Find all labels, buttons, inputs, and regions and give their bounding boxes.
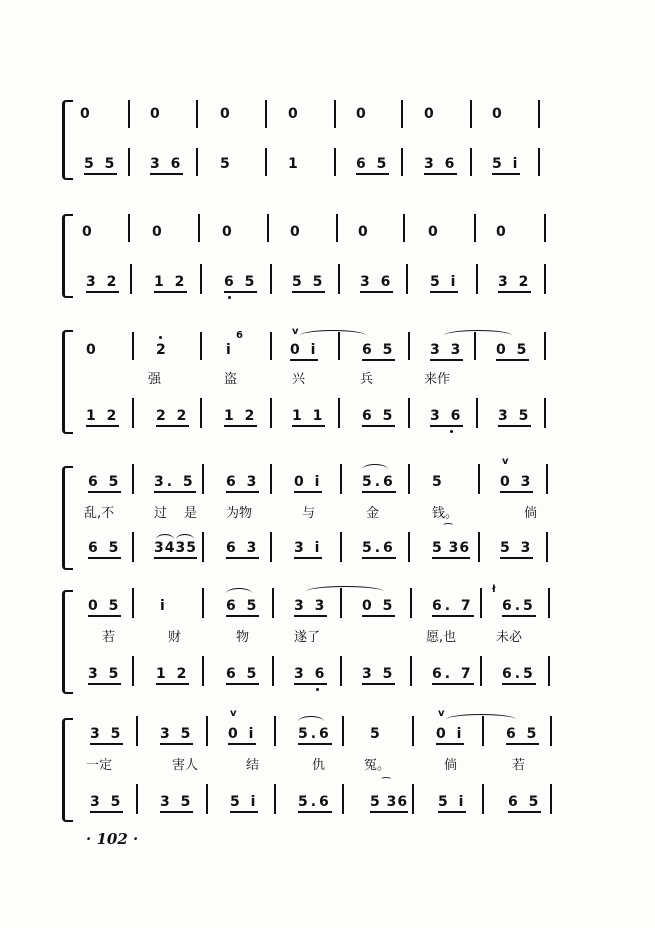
barline [206, 784, 208, 814]
upper-note-5: 6 5 [362, 342, 395, 361]
upper-note-4: 0 i [294, 474, 322, 493]
barline [267, 214, 269, 242]
barline [202, 532, 204, 562]
barline [265, 100, 267, 128]
barline [403, 214, 405, 242]
barline [132, 398, 134, 428]
barline [408, 332, 410, 360]
barline [200, 398, 202, 428]
barline [408, 532, 410, 562]
lyric: 财 [168, 630, 182, 645]
upper-note-1: 3 5 [90, 726, 123, 745]
lower-note-5: 6 5 [356, 156, 389, 175]
upper-note-7: 6.5 [502, 598, 536, 617]
barline [342, 784, 344, 814]
upper-note-7: 6 5 [506, 726, 539, 745]
system-brace [62, 590, 73, 694]
lower-note-7: 3 5 [498, 408, 531, 427]
upper-note-1: 0 [86, 342, 99, 358]
lower-note-5: 5.6 [362, 540, 396, 559]
barline [196, 148, 198, 176]
lower-note-6: 5 i [438, 794, 466, 813]
lower-note-5: 3 6 [360, 274, 393, 293]
upper-note-1: 0 5 [88, 598, 121, 617]
lower-note-3: 1 2 [224, 408, 257, 427]
lower-note-6: 5 i [430, 274, 458, 293]
barline [265, 148, 267, 176]
lyric: 强 [148, 372, 162, 387]
low-octave-dot [450, 430, 453, 433]
barline [202, 588, 204, 618]
barline [202, 464, 204, 494]
upper-note-3: i [226, 342, 234, 358]
upper-note-1: 0 [82, 224, 95, 240]
lower-note-7: 3 2 [498, 274, 531, 293]
barline [132, 532, 134, 562]
barline [338, 398, 340, 428]
lower-note-3: 5 [220, 156, 233, 172]
barline [128, 214, 130, 242]
barline [274, 716, 276, 746]
grace-note: 6 [236, 330, 243, 341]
barline [401, 148, 403, 176]
lower-note-1: 3 5 [88, 666, 121, 685]
breath-mark: v [292, 326, 299, 337]
lower-note-4: 1 1 [292, 408, 325, 427]
upper-note-2: 0 [152, 224, 165, 240]
barline [338, 332, 340, 360]
lower-note-1: 3 5 [90, 794, 123, 813]
barline [410, 588, 412, 618]
barline [128, 100, 130, 128]
breath-mark: v [230, 708, 237, 719]
lower-note-2: 3 6 [150, 156, 183, 175]
barline [272, 588, 274, 618]
lyric: 遂了 [294, 630, 321, 645]
barline [478, 532, 480, 562]
barline [132, 656, 134, 686]
upper-note-5: 0 [358, 224, 371, 240]
barline [270, 532, 272, 562]
lyric: 害人 [172, 758, 199, 773]
barline [470, 100, 472, 128]
lyric: 倘 [444, 758, 458, 773]
barline [270, 332, 272, 360]
lyric: 金 [366, 506, 380, 521]
upper-note-5: 0 5 [362, 598, 395, 617]
barline [480, 588, 482, 618]
upper-note-3: 0 i [228, 726, 256, 745]
mordent-mark: ⁀ [382, 778, 391, 789]
lower-note-5: 6 5 [362, 408, 395, 427]
barline [550, 716, 552, 746]
lower-note-6: 3 6 [424, 156, 457, 175]
upper-note-6: 6. 7 [432, 598, 474, 617]
lyric: 若 [512, 758, 526, 773]
barline [336, 214, 338, 242]
upper-note-7: 0 [492, 106, 505, 122]
lower-note-7: 5 i [492, 156, 520, 175]
barline [206, 716, 208, 746]
upper-note-7: 0 5 [496, 342, 529, 361]
barline [334, 100, 336, 128]
barline [544, 264, 546, 294]
upper-note-6: 0 [428, 224, 441, 240]
lower-note-2: 2 2 [156, 408, 189, 427]
upper-note-2: i [160, 598, 168, 614]
upper-note-7: 0 3 [500, 474, 533, 493]
lyric: 与 [302, 506, 316, 521]
barline [200, 332, 202, 360]
system-brace [62, 466, 73, 570]
barline [406, 264, 408, 294]
barline [132, 588, 134, 618]
lower-note-3: 6 3 [226, 540, 259, 559]
upper-note-2: 3 5 [160, 726, 193, 745]
barline [202, 656, 204, 686]
lyric: 兴 [292, 372, 306, 387]
grace-note: ł [492, 584, 496, 595]
lower-note-6: 6. 7 [432, 666, 474, 685]
upper-note-3: 0 [222, 224, 235, 240]
barline [200, 264, 202, 294]
barline [412, 716, 414, 746]
barline [546, 532, 548, 562]
barline [476, 264, 478, 294]
barline [340, 464, 342, 494]
barline [548, 656, 550, 686]
lower-note-3: 5 i [230, 794, 258, 813]
high-octave-dot [159, 336, 162, 339]
lyric: 物 [236, 630, 250, 645]
lower-note-7: 6 5 [508, 794, 541, 813]
lower-note-4: 1 [288, 156, 301, 172]
barline [544, 398, 546, 428]
lyric: 一定 [86, 758, 113, 773]
lyric: 是 [184, 506, 198, 521]
barline [470, 148, 472, 176]
upper-note-4: 5.6 [298, 726, 332, 745]
slur [306, 586, 384, 597]
upper-note-7: 0 [496, 224, 509, 240]
lower-note-6: 3 6 [430, 408, 463, 427]
barline [401, 100, 403, 128]
upper-note-6: 3 3 [430, 342, 463, 361]
upper-note-1: 0 [80, 106, 93, 122]
barline [272, 656, 274, 686]
barline [480, 656, 482, 686]
barline [474, 332, 476, 360]
lower-note-4: 3 6 [294, 666, 327, 685]
upper-note-6: 5 [432, 474, 445, 490]
barline [270, 264, 272, 294]
lyric: 兵 [360, 372, 374, 387]
lower-note-1: 5 5 [84, 156, 117, 175]
lyric: 倘 [524, 506, 538, 521]
lyric: 若 [102, 630, 116, 645]
barline [544, 332, 546, 360]
barline [342, 716, 344, 746]
upper-note-2: 0 [150, 106, 163, 122]
system-brace [62, 718, 73, 822]
barline [474, 214, 476, 242]
barline [128, 148, 130, 176]
barline [550, 784, 552, 814]
lyric: 过 [154, 506, 168, 521]
lyric: 钱。 [432, 506, 459, 521]
mordent-mark: ⁀ [444, 524, 453, 535]
slur [444, 330, 512, 341]
lower-note-1: 1 2 [86, 408, 119, 427]
slur [446, 714, 516, 725]
barline [548, 588, 550, 618]
upper-note-2: 2 [156, 342, 169, 358]
barline [136, 784, 138, 814]
barline [410, 656, 412, 686]
lower-note-6: 5 36 [432, 540, 470, 559]
lower-note-1: 6 5 [88, 540, 121, 559]
barline [340, 588, 342, 618]
system-brace [62, 214, 73, 298]
barline [412, 784, 414, 814]
upper-note-1: 6 5 [88, 474, 121, 493]
upper-note-5: 0 [356, 106, 369, 122]
lyric: 仇 [312, 758, 326, 773]
barline [132, 332, 134, 360]
lyric: 为物 [226, 506, 253, 521]
upper-note-6: 0 i [436, 726, 464, 745]
lower-note-3: 6 5 [226, 666, 259, 685]
barline [136, 716, 138, 746]
upper-note-3: 6 5 [226, 598, 259, 617]
barline [538, 148, 540, 176]
lower-note-4: 5 5 [292, 274, 325, 293]
lower-note-2: 1 2 [154, 274, 187, 293]
upper-note-4: 3 3 [294, 598, 327, 617]
barline [482, 784, 484, 814]
lyric: 结 [246, 758, 260, 773]
upper-note-4: 0 [290, 224, 303, 240]
barline [340, 656, 342, 686]
lower-note-1: 3 2 [86, 274, 119, 293]
lower-note-2: 1 2 [156, 666, 189, 685]
system-brace [62, 100, 73, 180]
upper-note-5: 5 [370, 726, 383, 742]
barline [274, 784, 276, 814]
lyric: 冤。 [364, 758, 391, 773]
lyric: 来作 [424, 372, 451, 387]
low-octave-dot [228, 296, 231, 299]
lyric: 未必 [496, 630, 523, 645]
lower-note-7: 6.5 [502, 666, 536, 685]
barline [340, 532, 342, 562]
upper-note-3: 6 3 [226, 474, 259, 493]
barline [478, 464, 480, 494]
barline [270, 398, 272, 428]
lyric: 盗 [224, 372, 238, 387]
barline [482, 716, 484, 746]
lower-note-5: 5 36 [370, 794, 408, 813]
barline [132, 464, 134, 494]
lower-note-4: 5.6 [298, 794, 332, 813]
upper-note-4: 0 i [290, 342, 318, 361]
lower-note-5: 3 5 [362, 666, 395, 685]
breath-mark: v [438, 708, 445, 719]
lyric: 乱,不 [84, 506, 115, 521]
barline [196, 100, 198, 128]
lower-note-3: 6 5 [224, 274, 257, 293]
upper-note-4: 0 [288, 106, 301, 122]
barline [546, 464, 548, 494]
barline [130, 264, 132, 294]
system-brace [62, 330, 73, 434]
lower-note-7: 5 3 [500, 540, 533, 559]
slur [300, 330, 366, 341]
lower-note-2: 3435 [154, 540, 197, 559]
lower-note-2: 3 5 [160, 794, 193, 813]
barline [476, 398, 478, 428]
barline [408, 464, 410, 494]
breath-mark: v [502, 456, 509, 467]
barline [544, 214, 546, 242]
upper-note-3: 0 [220, 106, 233, 122]
lyric: 愿,也 [426, 630, 457, 645]
barline [198, 214, 200, 242]
page-number: · 102 · [86, 830, 139, 848]
barline [538, 100, 540, 128]
upper-note-2: 3. 5 [154, 474, 196, 493]
lower-note-4: 3 i [294, 540, 322, 559]
low-octave-dot [316, 688, 319, 691]
upper-note-6: 0 [424, 106, 437, 122]
barline [408, 398, 410, 428]
barline [334, 148, 336, 176]
barline [338, 264, 340, 294]
barline [270, 464, 272, 494]
upper-note-5: 5.6 [362, 474, 396, 493]
